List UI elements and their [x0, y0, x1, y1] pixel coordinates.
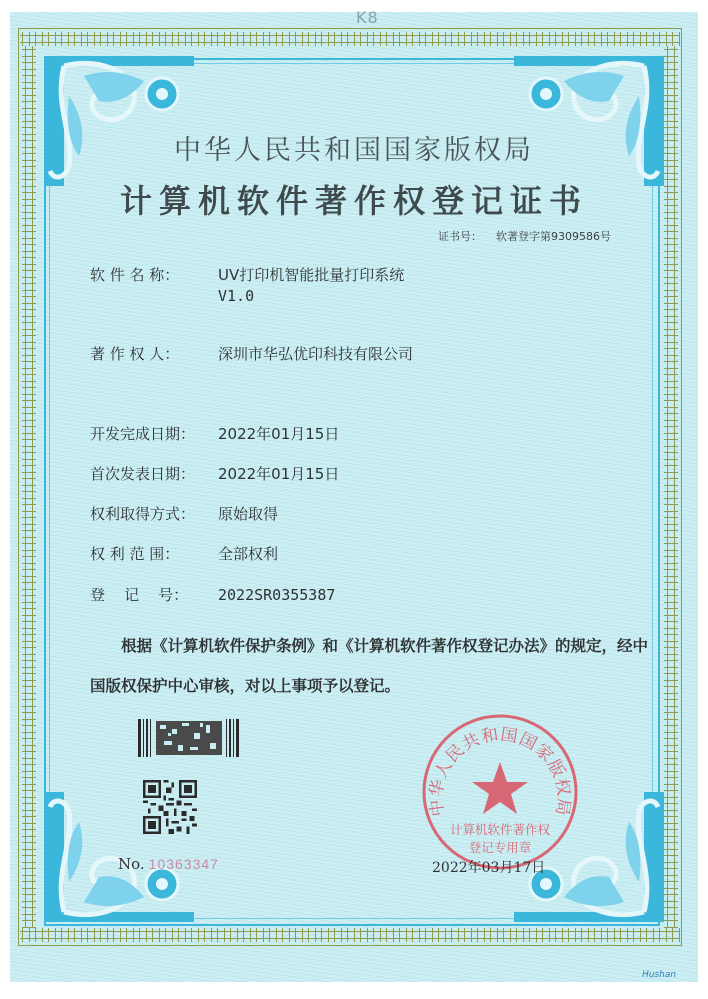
certificate-number-label: 证书号：: [438, 230, 482, 243]
field-value: 深圳市华弘优印科技有限公司: [218, 345, 414, 363]
field-acquisition-method: [90, 503, 278, 524]
qr-code-icon: [143, 780, 197, 834]
field-value: UV打印机智能批量打印系统: [218, 266, 405, 284]
field-value: 2022年01月15日: [218, 465, 340, 483]
issue-date: 2022年03月17日: [432, 860, 546, 876]
field-label: 权 利 范 围：: [90, 545, 180, 563]
field-copyright-owner: [90, 343, 413, 364]
seal-star-icon: [472, 762, 528, 814]
field-software-version: V1.0: [218, 287, 255, 305]
field-value: 原始取得: [218, 505, 279, 523]
registration-statement: 根据《计算机软件保护条例》和《计算机软件著作权登记办法》的规定，经中国版权保护中心审核，对以上事项予以登记。: [90, 637, 649, 695]
field-label: 著 作 权 人：: [90, 345, 180, 363]
field-software-name: [90, 264, 404, 285]
field-publication-date: [90, 463, 339, 484]
field-value: 2022SR0355387: [218, 586, 336, 604]
greek-key-border-top: [20, 32, 680, 46]
field-label: 权利取得方式：: [90, 505, 196, 523]
official-seal-stamp: [420, 712, 580, 872]
seal-outer-text: 中华人民共和国国家版权局: [426, 724, 574, 818]
printer-logo: Hushan: [642, 970, 677, 980]
certificate-title: 计算机软件著作权登记证书: [119, 182, 588, 220]
field-development-date: [90, 423, 339, 444]
field-label: 开发完成日期：: [90, 425, 196, 443]
field-label: 首次发表日期：: [90, 465, 196, 483]
field-label: 登 记 号：: [90, 586, 189, 604]
certificate-number: [438, 228, 611, 244]
field-label: 软 件 名 称：: [90, 266, 180, 284]
field-value: 全部权利: [218, 545, 279, 563]
serial-number: [118, 855, 219, 873]
serial-number-label: No.: [118, 855, 145, 873]
seal-inner-line1: 计算机软件著作权: [449, 822, 551, 837]
issuer-heading: 中华人民共和国国家版权局: [174, 135, 534, 166]
greek-key-border-bottom: [20, 928, 680, 942]
field-registration-number: [90, 584, 335, 605]
certificate-number-value: 软著登字第9309586号: [496, 230, 611, 243]
handwritten-mark: K8: [356, 8, 379, 27]
seal-inner-line2: 登记专用章: [468, 840, 532, 855]
field-value: 2022年01月15日: [218, 425, 340, 443]
serial-number-value: 10363347: [148, 856, 219, 872]
barcode-icon: [138, 719, 240, 757]
field-rights-scope: [90, 543, 278, 564]
